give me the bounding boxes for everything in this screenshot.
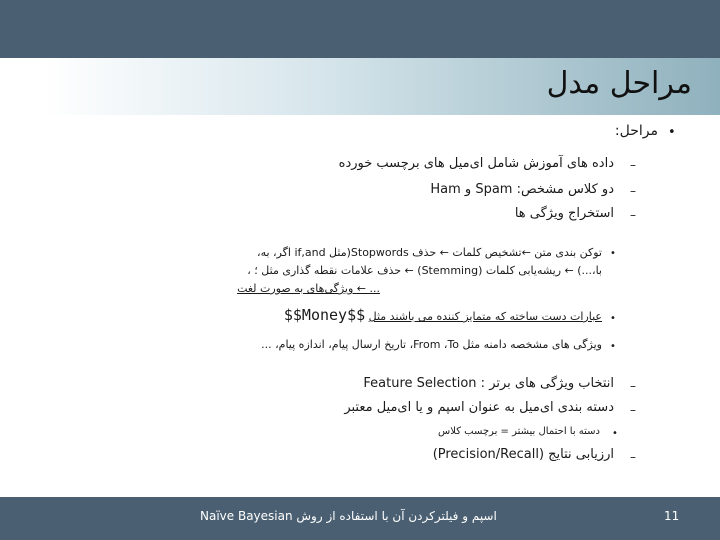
footer-bar	[0, 497, 720, 540]
item-word-features: ... ← ویژگی‌های به صورت لغت	[237, 282, 380, 295]
dash-icon: –	[630, 184, 636, 198]
item-classification: دسته بندی ای‌میل به عنوان اسپم و یا ای‌میل معتبر	[344, 400, 614, 415]
bullet-icon: •	[610, 341, 616, 352]
bullet-icon: •	[668, 125, 676, 140]
bullet-icon: •	[612, 428, 618, 439]
dash-icon: –	[630, 379, 636, 393]
item-tokenize: توکن بندی متن ←تشخیص کلمات ← حذف Stopwords(مثل if,and اگر، به،	[257, 246, 602, 259]
dash-icon: –	[630, 158, 636, 172]
item-class-label: دسته با احتمال بیشتر = برچسب کلاس	[438, 426, 600, 437]
bullet-icon: •	[610, 248, 616, 259]
footer-title: اسپم و فیلترکردن آن با استفاده از روش Naïve Bayesian	[200, 509, 497, 523]
item-stemming: با،...) ← ریشه‌یابی کلمات (Stemming) ← حذف علامات نقطه گذاری مثل ؛ ،	[247, 264, 602, 277]
item-two-classes: دو کلاس مشخص: Spam و Ham	[430, 182, 614, 197]
dash-icon: –	[630, 208, 636, 222]
page-number: 11	[664, 509, 680, 523]
dash-icon: –	[630, 450, 636, 464]
item-training-data: داده های آموزش شامل ای‌میل های برچسب خورده	[338, 156, 614, 171]
bullet-icon: •	[610, 313, 616, 324]
item-feature-extraction: استخراج ویژگی ها	[514, 206, 614, 221]
item-feature-selection: انتخاب ویژگی های برتر : Feature Selection	[363, 376, 614, 391]
money-token: $$Money$$	[283, 306, 366, 324]
slide-title: مراحل مدل	[546, 66, 692, 101]
item-stages: مراحل:	[614, 123, 658, 139]
item-handmade-phrases	[284, 306, 602, 324]
item-evaluation: ارزیابی نتایج (Precision/Recall)	[432, 447, 614, 462]
dash-icon: –	[630, 403, 636, 417]
handmade-phrases-text: عبارات دست ساخته که متمایز کننده می باشند مثل	[368, 310, 602, 323]
item-domain-features: ویژگی های مشخصه دامنه مثل From ،To، تاریخ ارسال پیام، اندازه پیام، ...	[261, 338, 602, 351]
